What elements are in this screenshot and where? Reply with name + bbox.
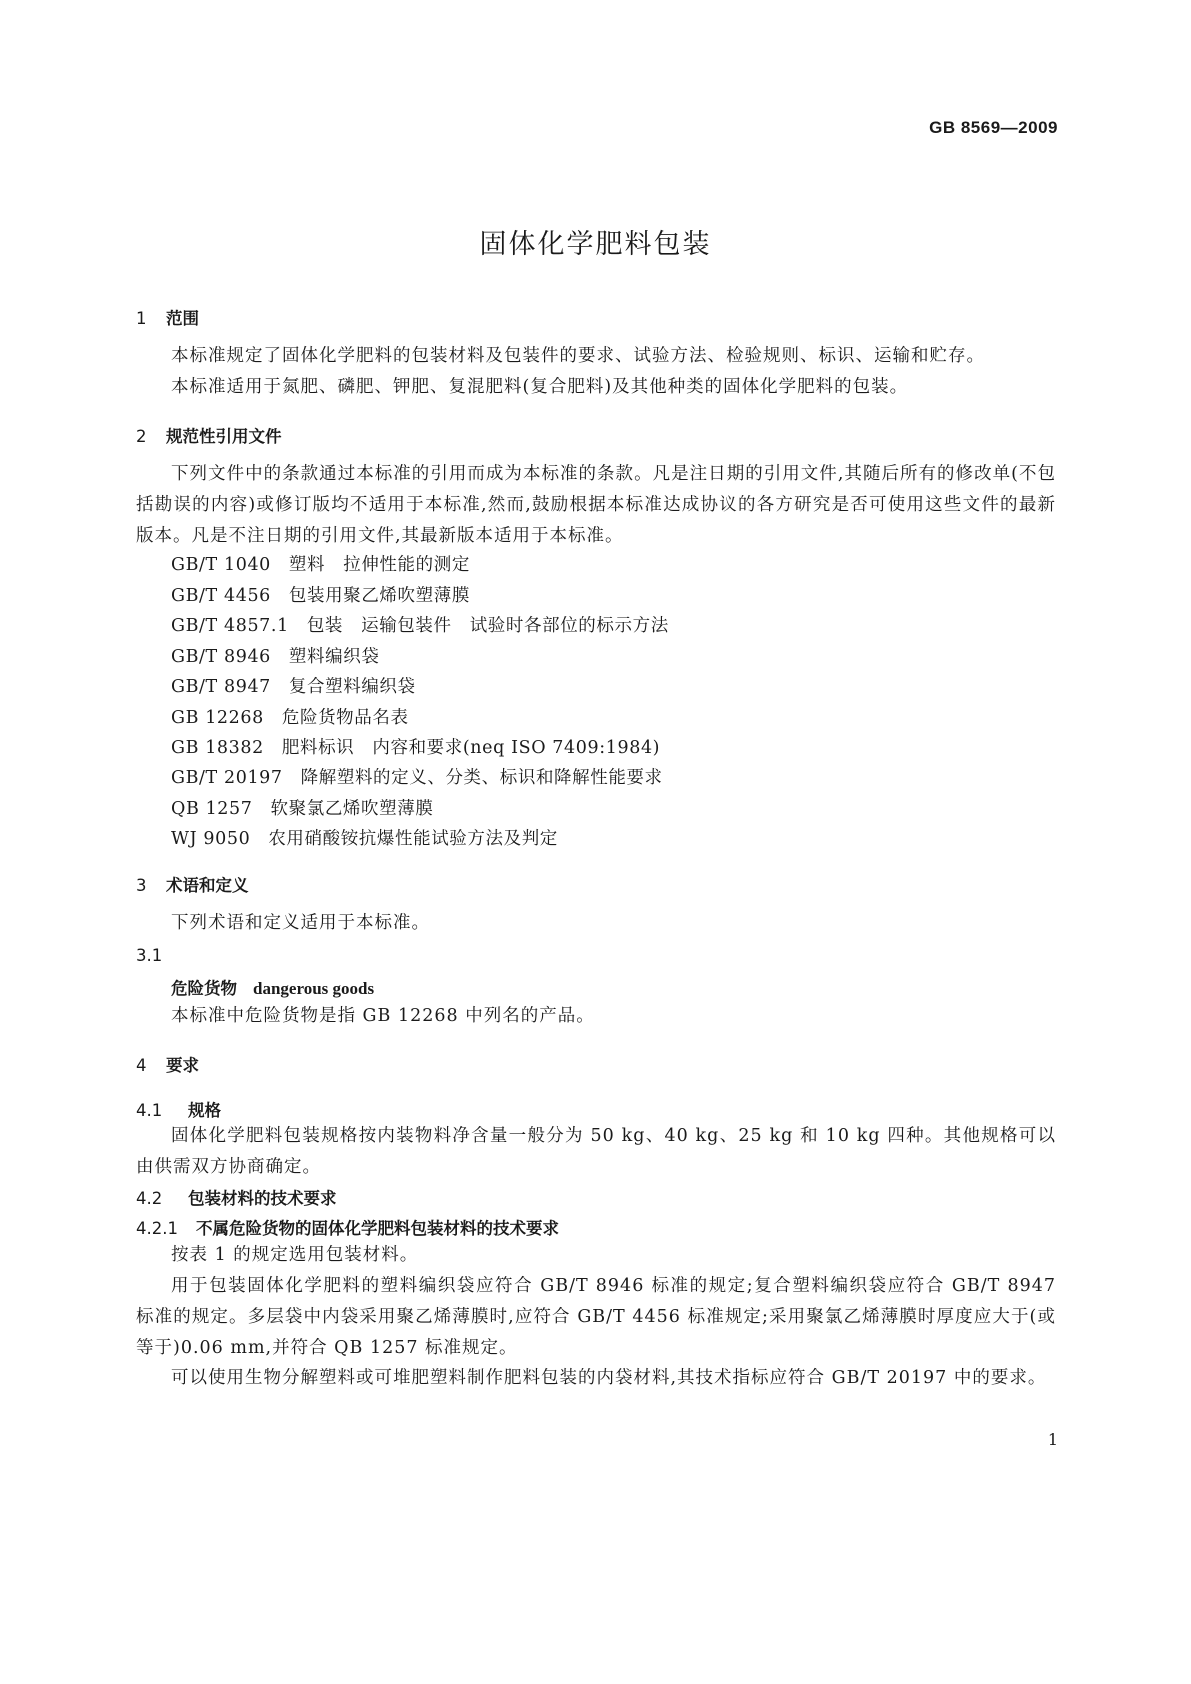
paragraph: 按表 1 的规定选用包装材料。 <box>171 1245 419 1265</box>
reference-item <box>171 825 558 850</box>
section-title: 规范性引用文件 <box>166 427 282 446</box>
subsection-title: 不属危险货物的固体化学肥料包装材料的技术要求 <box>196 1219 559 1238</box>
reference-item <box>171 551 470 576</box>
reference-code: GB/T 8947 <box>171 677 271 697</box>
page-number: 1 <box>1047 1430 1058 1449</box>
section-number: 3 <box>136 876 147 895</box>
reference-title: 农用硝酸铵抗爆性能试验方法及判定 <box>268 829 558 849</box>
subsection-number: 4.2 <box>136 1189 163 1208</box>
reference-title: 软聚氯乙烯吹塑薄膜 <box>270 799 434 819</box>
reference-title: 危险货物品名表 <box>281 708 409 728</box>
reference-item <box>171 582 470 607</box>
reference-title: 塑料 拉伸性能的测定 <box>288 555 470 575</box>
reference-title: 包装 运输包装件 试验时各部位的标示方法 <box>306 616 669 636</box>
reference-item <box>171 734 660 759</box>
reference-item <box>171 704 409 729</box>
term-number: 3.1 <box>136 946 163 965</box>
paragraph: 可以使用生物分解塑料或可堆肥塑料制作肥料包装的内袋材料,其技术指标应符合 GB/T 20197 中的要求。 <box>171 1368 1047 1388</box>
reference-code: GB 18382 <box>171 738 264 758</box>
reference-title: 塑料编织袋 <box>288 647 380 667</box>
section-2-heading <box>136 423 282 447</box>
paragraph: 固体化学肥料包装规格按内装物料净含量一般分为 50 kg、40 kg、25 kg 和 10 kg 四种。其他规格可以由供需双方协商确定。 <box>136 1126 1056 1177</box>
section-title: 要求 <box>166 1056 199 1075</box>
reference-title: 肥料标识 内容和要求(neq ISO 7409:1984) <box>281 738 661 758</box>
term-chinese: 危险货物 <box>171 979 237 998</box>
reference-code: GB/T 4857.1 <box>171 616 289 636</box>
reference-code: GB/T 8946 <box>171 647 271 667</box>
subsection-4-1-heading <box>136 1097 221 1121</box>
reference-title: 降解塑料的定义、分类、标识和降解性能要求 <box>300 768 663 788</box>
paragraph: 用于包装固体化学肥料的塑料编织袋应符合 GB/T 8946 标准的规定;复合塑料编织袋应符合 GB/T 8947 标准的规定。多层袋中内袋采用聚乙烯薄膜时,应符合 GB/T 4456 标准规定;采用聚氯乙烯薄膜时厚度应大于(或等于)0.06 mm,并符合 QB 1257 标准规定。 <box>136 1276 1056 1358</box>
reference-title: 复合塑料编织袋 <box>288 677 416 697</box>
term-definition: 本标准中危险货物是指 GB 12268 中列名的产品。 <box>171 1006 595 1026</box>
section-title: 术语和定义 <box>166 876 249 895</box>
section-number: 1 <box>136 309 147 328</box>
reference-code: GB/T 20197 <box>171 768 283 788</box>
section-number: 2 <box>136 427 147 446</box>
section-3-heading <box>136 872 249 896</box>
standard-code: GB 8569—2009 <box>929 118 1058 137</box>
section-title: 范围 <box>166 309 199 328</box>
section-1-heading <box>136 305 199 329</box>
document-title: 固体化学肥料包装 <box>479 229 712 260</box>
reference-item <box>171 795 433 820</box>
paragraph: 下列术语和定义适用于本标准。 <box>171 913 430 933</box>
reference-item <box>171 764 663 789</box>
subsection-4-2-1-heading <box>136 1215 559 1239</box>
reference-code: GB/T 4456 <box>171 586 271 606</box>
subsection-number: 4.2.1 <box>136 1219 178 1238</box>
reference-code: WJ 9050 <box>171 829 251 849</box>
paragraph: 本标准适用于氮肥、磷肥、钾肥、复混肥料(复合肥料)及其他种类的固体化学肥料的包装。 <box>171 377 909 397</box>
reference-item <box>171 643 379 668</box>
paragraph: 下列文件中的条款通过本标准的引用而成为本标准的条款。凡是注日期的引用文件,其随后所有的修改单(不包括勘误的内容)或修订版均不适用于本标准,然而,鼓励根据本标准达成协议的各方研究是否可使用这些文件的最新版本。凡是不注日期的引用文件,其最新版本适用于本标准。 <box>136 464 1056 546</box>
section-number: 4 <box>136 1056 147 1075</box>
reference-item <box>171 673 416 698</box>
paragraph: 本标准规定了固体化学肥料的包装材料及包装件的要求、试验方法、检验规则、标识、运输和贮存。 <box>171 346 985 366</box>
reference-code: GB 12268 <box>171 708 264 728</box>
reference-code: GB/T 1040 <box>171 555 271 575</box>
term-english: dangerous goods <box>253 979 375 998</box>
subsection-title: 包装材料的技术要求 <box>188 1189 337 1208</box>
section-4-heading <box>136 1052 199 1076</box>
term-entry <box>171 975 374 999</box>
subsection-number: 4.1 <box>136 1101 163 1120</box>
subsection-title: 规格 <box>188 1101 221 1120</box>
reference-item <box>171 612 669 637</box>
reference-title: 包装用聚乙烯吹塑薄膜 <box>288 586 470 606</box>
reference-code: QB 1257 <box>171 799 253 819</box>
subsection-4-2-heading <box>136 1185 337 1209</box>
